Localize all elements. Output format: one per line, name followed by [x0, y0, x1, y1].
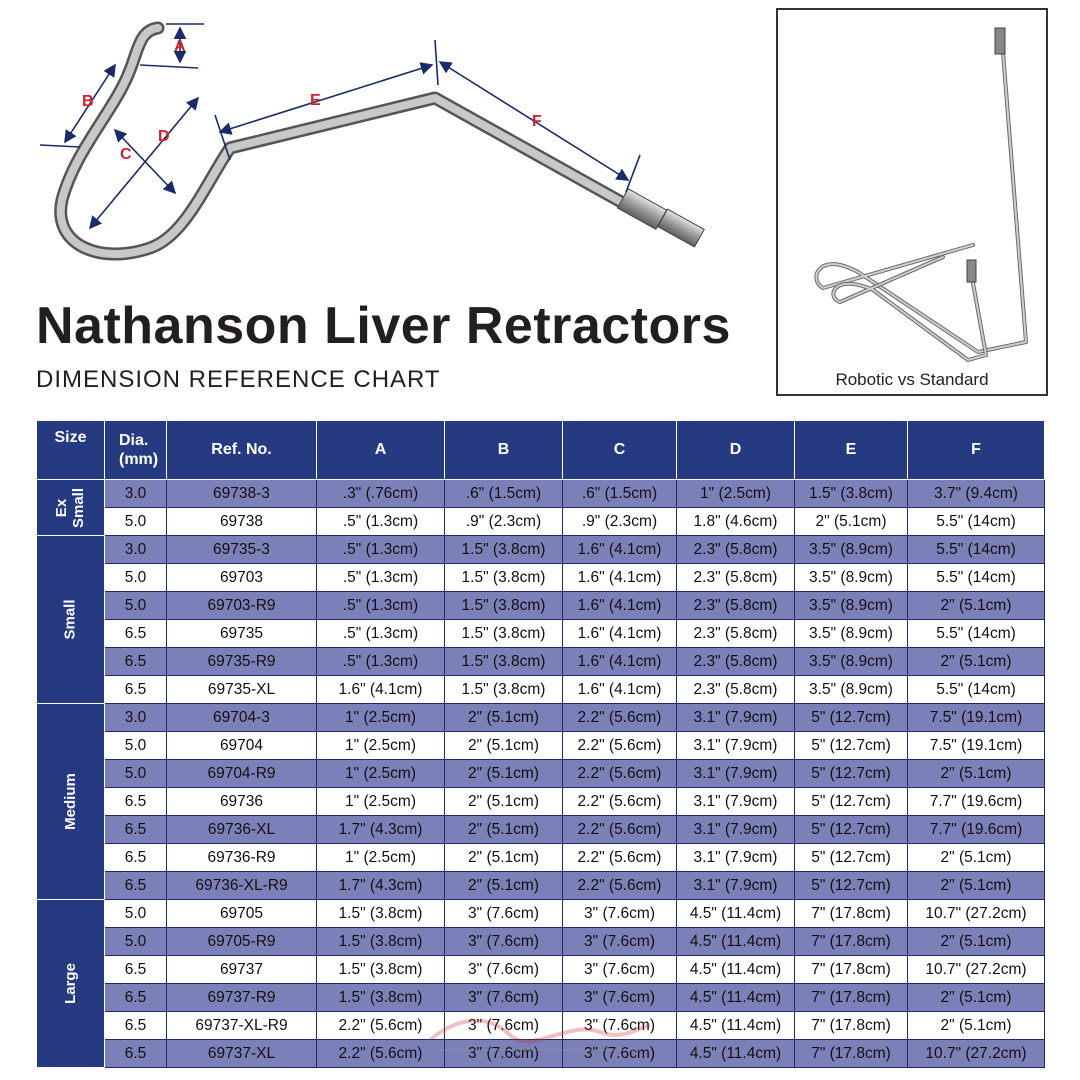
table-row	[37, 844, 1045, 872]
table-row	[37, 928, 1045, 956]
cell-d: 4.5" (11.4cm)	[677, 984, 795, 1012]
cell-b: 1.5" (3.8cm)	[445, 536, 563, 564]
cell-d: 2.3" (5.8cm)	[677, 592, 795, 620]
cell-ref: 69736-R9	[167, 844, 317, 872]
table-row	[37, 872, 1045, 900]
cell-c: 3" (7.6cm)	[563, 984, 677, 1012]
cell-dia: 5.0	[105, 928, 167, 956]
cell-dia: 6.5	[105, 1040, 167, 1068]
cell-c: 2.2" (5.6cm)	[563, 788, 677, 816]
cell-f: 5.5" (14cm)	[908, 620, 1045, 648]
cell-e: 7" (17.8cm)	[795, 900, 908, 928]
header-d: D	[677, 421, 795, 480]
cell-d: 1.8" (4.6cm)	[677, 508, 795, 536]
cell-e: 5" (12.7cm)	[795, 872, 908, 900]
cell-a: 1" (2.5cm)	[317, 788, 445, 816]
cell-ref: 69704	[167, 732, 317, 760]
cell-c: 3" (7.6cm)	[563, 1040, 677, 1068]
cell-a: 1" (2.5cm)	[317, 704, 445, 732]
cell-c: 1.6" (4.1cm)	[563, 648, 677, 676]
cell-a: 1" (2.5cm)	[317, 844, 445, 872]
cell-ref: 69737-XL-R9	[167, 1012, 317, 1040]
cell-a: .3" (.76cm)	[317, 480, 445, 508]
cell-d: 4.5" (11.4cm)	[677, 1040, 795, 1068]
cell-d: 4.5" (11.4cm)	[677, 956, 795, 984]
header-a: A	[317, 421, 445, 480]
cell-dia: 3.0	[105, 704, 167, 732]
cell-c: 2.2" (5.6cm)	[563, 872, 677, 900]
table-row	[37, 788, 1045, 816]
cell-c: 1.6" (4.1cm)	[563, 536, 677, 564]
table-row	[37, 648, 1045, 676]
cell-f: 2" (5.1cm)	[908, 760, 1045, 788]
cell-c: 1.6" (4.1cm)	[563, 676, 677, 704]
cell-f: 5.5" (14cm)	[908, 508, 1045, 536]
cell-ref: 69703	[167, 564, 317, 592]
cell-ref: 69704-R9	[167, 760, 317, 788]
cell-dia: 6.5	[105, 984, 167, 1012]
table-row	[37, 816, 1045, 844]
cell-ref: 69737	[167, 956, 317, 984]
cell-d: 4.5" (11.4cm)	[677, 900, 795, 928]
cell-f: 10.7" (27.2cm)	[908, 956, 1045, 984]
table-row	[37, 704, 1045, 732]
cell-ref: 69735-XL	[167, 676, 317, 704]
cell-f: 2" (5.1cm)	[908, 928, 1045, 956]
cell-dia: 5.0	[105, 508, 167, 536]
cell-c: 2.2" (5.6cm)	[563, 844, 677, 872]
cell-b: 1.5" (3.8cm)	[445, 676, 563, 704]
table-row	[37, 900, 1045, 928]
cell-dia: 6.5	[105, 788, 167, 816]
cell-ref: 69736-XL-R9	[167, 872, 317, 900]
cell-e: 5" (12.7cm)	[795, 760, 908, 788]
cell-a: 1.5" (3.8cm)	[317, 956, 445, 984]
cell-b: 2" (5.1cm)	[445, 760, 563, 788]
diagram-label-f: F	[532, 113, 542, 130]
cell-e: 5" (12.7cm)	[795, 844, 908, 872]
cell-ref: 69705-R9	[167, 928, 317, 956]
cell-c: 3" (7.6cm)	[563, 900, 677, 928]
cell-dia: 3.0	[105, 480, 167, 508]
cell-dia: 6.5	[105, 816, 167, 844]
robotic-vs-standard-photo	[776, 8, 1048, 396]
header-diameter: Dia. (mm)	[105, 421, 167, 480]
cell-e: 3.5" (8.9cm)	[795, 620, 908, 648]
cell-f: 3.7" (9.4cm)	[908, 480, 1045, 508]
cell-e: 3.5" (8.9cm)	[795, 676, 908, 704]
cell-dia: 3.0	[105, 536, 167, 564]
retractor-rod	[61, 28, 632, 254]
cell-c: 1.6" (4.1cm)	[563, 592, 677, 620]
cell-e: 3.5" (8.9cm)	[795, 592, 908, 620]
cell-a: .5" (1.3cm)	[317, 592, 445, 620]
cell-e: 3.5" (8.9cm)	[795, 536, 908, 564]
cell-f: 7.7" (19.6cm)	[908, 816, 1045, 844]
header-c: C	[563, 421, 677, 480]
cell-f: 2" (5.1cm)	[908, 592, 1045, 620]
cell-d: 4.5" (11.4cm)	[677, 1012, 795, 1040]
cell-d: 1" (2.5cm)	[677, 480, 795, 508]
cell-f: 7.5" (19.1cm)	[908, 704, 1045, 732]
size-group-label	[37, 704, 105, 900]
table-row	[37, 564, 1045, 592]
cell-d: 2.3" (5.8cm)	[677, 676, 795, 704]
cell-d: 4.5" (11.4cm)	[677, 928, 795, 956]
cell-dia: 5.0	[105, 760, 167, 788]
cell-b: 2" (5.1cm)	[445, 844, 563, 872]
cell-d: 3.1" (7.9cm)	[677, 872, 795, 900]
cell-ref: 69705	[167, 900, 317, 928]
cell-b: 3" (7.6cm)	[445, 928, 563, 956]
cell-e: 5" (12.7cm)	[795, 732, 908, 760]
cell-c: 3" (7.6cm)	[563, 956, 677, 984]
cell-f: 2" (5.1cm)	[908, 844, 1045, 872]
cell-a: 2.2" (5.6cm)	[317, 1012, 445, 1040]
diagram-label-b: B	[82, 93, 94, 110]
diagram-label-c: C	[120, 146, 132, 163]
cell-ref: 69737-R9	[167, 984, 317, 1012]
diagram-label-a: A	[174, 38, 186, 55]
cell-e: 1.5" (3.8cm)	[795, 480, 908, 508]
cell-d: 2.3" (5.8cm)	[677, 564, 795, 592]
cell-ref: 69735-3	[167, 536, 317, 564]
cell-b: 1.5" (3.8cm)	[445, 592, 563, 620]
header-ref-no: Ref. No.	[167, 421, 317, 480]
cell-d: 3.1" (7.9cm)	[677, 788, 795, 816]
cell-a: 1.7" (4.3cm)	[317, 816, 445, 844]
cell-dia: 5.0	[105, 732, 167, 760]
cell-f: 2" (5.1cm)	[908, 648, 1045, 676]
cell-f: 5.5" (14cm)	[908, 564, 1045, 592]
cell-a: 1.5" (3.8cm)	[317, 928, 445, 956]
cell-b: 2" (5.1cm)	[445, 704, 563, 732]
table-row	[37, 984, 1045, 1012]
cell-ref: 69703-R9	[167, 592, 317, 620]
cell-f: 2" (5.1cm)	[908, 872, 1045, 900]
cell-e: 7" (17.8cm)	[795, 984, 908, 1012]
header-f: F	[908, 421, 1045, 480]
cell-c: 3" (7.6cm)	[563, 1012, 677, 1040]
cell-dia: 6.5	[105, 620, 167, 648]
cell-a: .5" (1.3cm)	[317, 536, 445, 564]
table-row	[37, 620, 1045, 648]
cell-c: 2.2" (5.6cm)	[563, 816, 677, 844]
size-group-text: Ex Small	[53, 487, 88, 528]
cell-f: 2" (5.1cm)	[908, 1012, 1045, 1040]
cell-dia: 5.0	[105, 900, 167, 928]
cell-d: 2.3" (5.8cm)	[677, 648, 795, 676]
cell-e: 7" (17.8cm)	[795, 956, 908, 984]
cell-ref: 69735-R9	[167, 648, 317, 676]
cell-e: 7" (17.8cm)	[795, 1012, 908, 1040]
cell-f: 5.5" (14cm)	[908, 536, 1045, 564]
cell-a: 1.5" (3.8cm)	[317, 900, 445, 928]
cell-d: 3.1" (7.9cm)	[677, 704, 795, 732]
size-group-text: Medium	[61, 773, 79, 830]
dimension-table	[36, 420, 1045, 1068]
table-body	[37, 480, 1045, 1068]
cell-ref: 69735	[167, 620, 317, 648]
cell-f: 10.7" (27.2cm)	[908, 1040, 1045, 1068]
cell-a: .5" (1.3cm)	[317, 564, 445, 592]
cell-b: 2" (5.1cm)	[445, 732, 563, 760]
cell-f: 7.7" (19.6cm)	[908, 788, 1045, 816]
cell-c: .6" (1.5cm)	[563, 480, 677, 508]
cell-dia: 6.5	[105, 648, 167, 676]
cell-e: 3.5" (8.9cm)	[795, 564, 908, 592]
cell-f: 7.5" (19.1cm)	[908, 732, 1045, 760]
cell-f: 5.5" (14cm)	[908, 676, 1045, 704]
cell-c: 2.2" (5.6cm)	[563, 760, 677, 788]
cell-d: 2.3" (5.8cm)	[677, 620, 795, 648]
cell-ref: 69736	[167, 788, 317, 816]
cell-dia: 5.0	[105, 564, 167, 592]
cell-b: 2" (5.1cm)	[445, 872, 563, 900]
cell-ref: 69704-3	[167, 704, 317, 732]
table-row	[37, 732, 1045, 760]
cell-e: 5" (12.7cm)	[795, 816, 908, 844]
cell-a: 2.2" (5.6cm)	[317, 1040, 445, 1068]
cell-a: .5" (1.3cm)	[317, 648, 445, 676]
cell-e: 7" (17.8cm)	[795, 1040, 908, 1068]
table-row	[37, 1012, 1045, 1040]
cell-d: 3.1" (7.9cm)	[677, 844, 795, 872]
cell-a: 1.5" (3.8cm)	[317, 984, 445, 1012]
cell-b: 1.5" (3.8cm)	[445, 648, 563, 676]
size-group-text: Small	[62, 599, 79, 640]
diagram-label-e: E	[310, 92, 321, 109]
cell-e: 7" (17.8cm)	[795, 928, 908, 956]
cell-b: 3" (7.6cm)	[445, 1012, 563, 1040]
cell-b: .6" (1.5cm)	[445, 480, 563, 508]
cell-e: 3.5" (8.9cm)	[795, 648, 908, 676]
photo-caption: Robotic vs Standard	[835, 370, 989, 389]
cell-c: 2.2" (5.6cm)	[563, 704, 677, 732]
cell-b: 3" (7.6cm)	[445, 984, 563, 1012]
size-group-text: Large	[61, 963, 79, 1004]
cell-d: 3.1" (7.9cm)	[677, 760, 795, 788]
cell-ref: 69738	[167, 508, 317, 536]
cell-f: 10.7" (27.2cm)	[908, 900, 1045, 928]
cell-dia: 6.5	[105, 676, 167, 704]
table-row	[37, 676, 1045, 704]
cell-f: 2" (5.1cm)	[908, 984, 1045, 1012]
table-row	[37, 536, 1045, 564]
retractor-comparison-image	[778, 10, 1046, 394]
size-group-label	[37, 536, 105, 704]
table-header-row	[37, 421, 1045, 480]
cell-c: 1.6" (4.1cm)	[563, 564, 677, 592]
cell-dia: 6.5	[105, 844, 167, 872]
header-size: Size	[37, 421, 105, 480]
size-group-label	[37, 900, 105, 1068]
cell-a: 1" (2.5cm)	[317, 760, 445, 788]
size-group-label	[37, 480, 105, 536]
table-row	[37, 956, 1045, 984]
table-row	[37, 508, 1045, 536]
cell-e: 5" (12.7cm)	[795, 788, 908, 816]
cell-a: 1.7" (4.3cm)	[317, 872, 445, 900]
cell-a: .5" (1.3cm)	[317, 620, 445, 648]
cell-ref: 69738-3	[167, 480, 317, 508]
cell-dia: 6.5	[105, 1012, 167, 1040]
cell-c: 3" (7.6cm)	[563, 928, 677, 956]
table-row	[37, 592, 1045, 620]
table-row	[37, 760, 1045, 788]
cell-c: 2.2" (5.6cm)	[563, 732, 677, 760]
header-e: E	[795, 421, 908, 480]
retractor-rod-shadow	[61, 28, 632, 254]
cell-ref: 69737-XL	[167, 1040, 317, 1068]
cell-b: 1.5" (3.8cm)	[445, 620, 563, 648]
cell-b: 3" (7.6cm)	[445, 900, 563, 928]
table-row	[37, 480, 1045, 508]
cell-c: 1.6" (4.1cm)	[563, 620, 677, 648]
diagram-label-d: D	[158, 128, 170, 145]
table-row	[37, 1040, 1045, 1068]
cell-d: 2.3" (5.8cm)	[677, 536, 795, 564]
cell-d: 3.1" (7.9cm)	[677, 816, 795, 844]
cell-a: 1.6" (4.1cm)	[317, 676, 445, 704]
page-title: Nathanson Liver Retractors	[36, 297, 731, 355]
hex-connector	[617, 189, 704, 247]
page-subtitle: DIMENSION REFERENCE CHART	[36, 366, 441, 393]
cell-a: .5" (1.3cm)	[317, 508, 445, 536]
cell-dia: 6.5	[105, 872, 167, 900]
cell-c: .9" (2.3cm)	[563, 508, 677, 536]
cell-b: 1.5" (3.8cm)	[445, 564, 563, 592]
dimension-table-container	[36, 420, 1044, 1068]
cell-e: 5" (12.7cm)	[795, 704, 908, 732]
cell-ref: 69736-XL	[167, 816, 317, 844]
header-b: B	[445, 421, 563, 480]
cell-b: 2" (5.1cm)	[445, 816, 563, 844]
cell-d: 3.1" (7.9cm)	[677, 732, 795, 760]
cell-b: 3" (7.6cm)	[445, 1040, 563, 1068]
cell-dia: 6.5	[105, 956, 167, 984]
cell-b: 2" (5.1cm)	[445, 788, 563, 816]
cell-b: 3" (7.6cm)	[445, 956, 563, 984]
cell-a: 1" (2.5cm)	[317, 732, 445, 760]
cell-b: .9" (2.3cm)	[445, 508, 563, 536]
cell-dia: 5.0	[105, 592, 167, 620]
retractor-dimension-diagram	[20, 10, 740, 300]
cell-e: 2" (5.1cm)	[795, 508, 908, 536]
